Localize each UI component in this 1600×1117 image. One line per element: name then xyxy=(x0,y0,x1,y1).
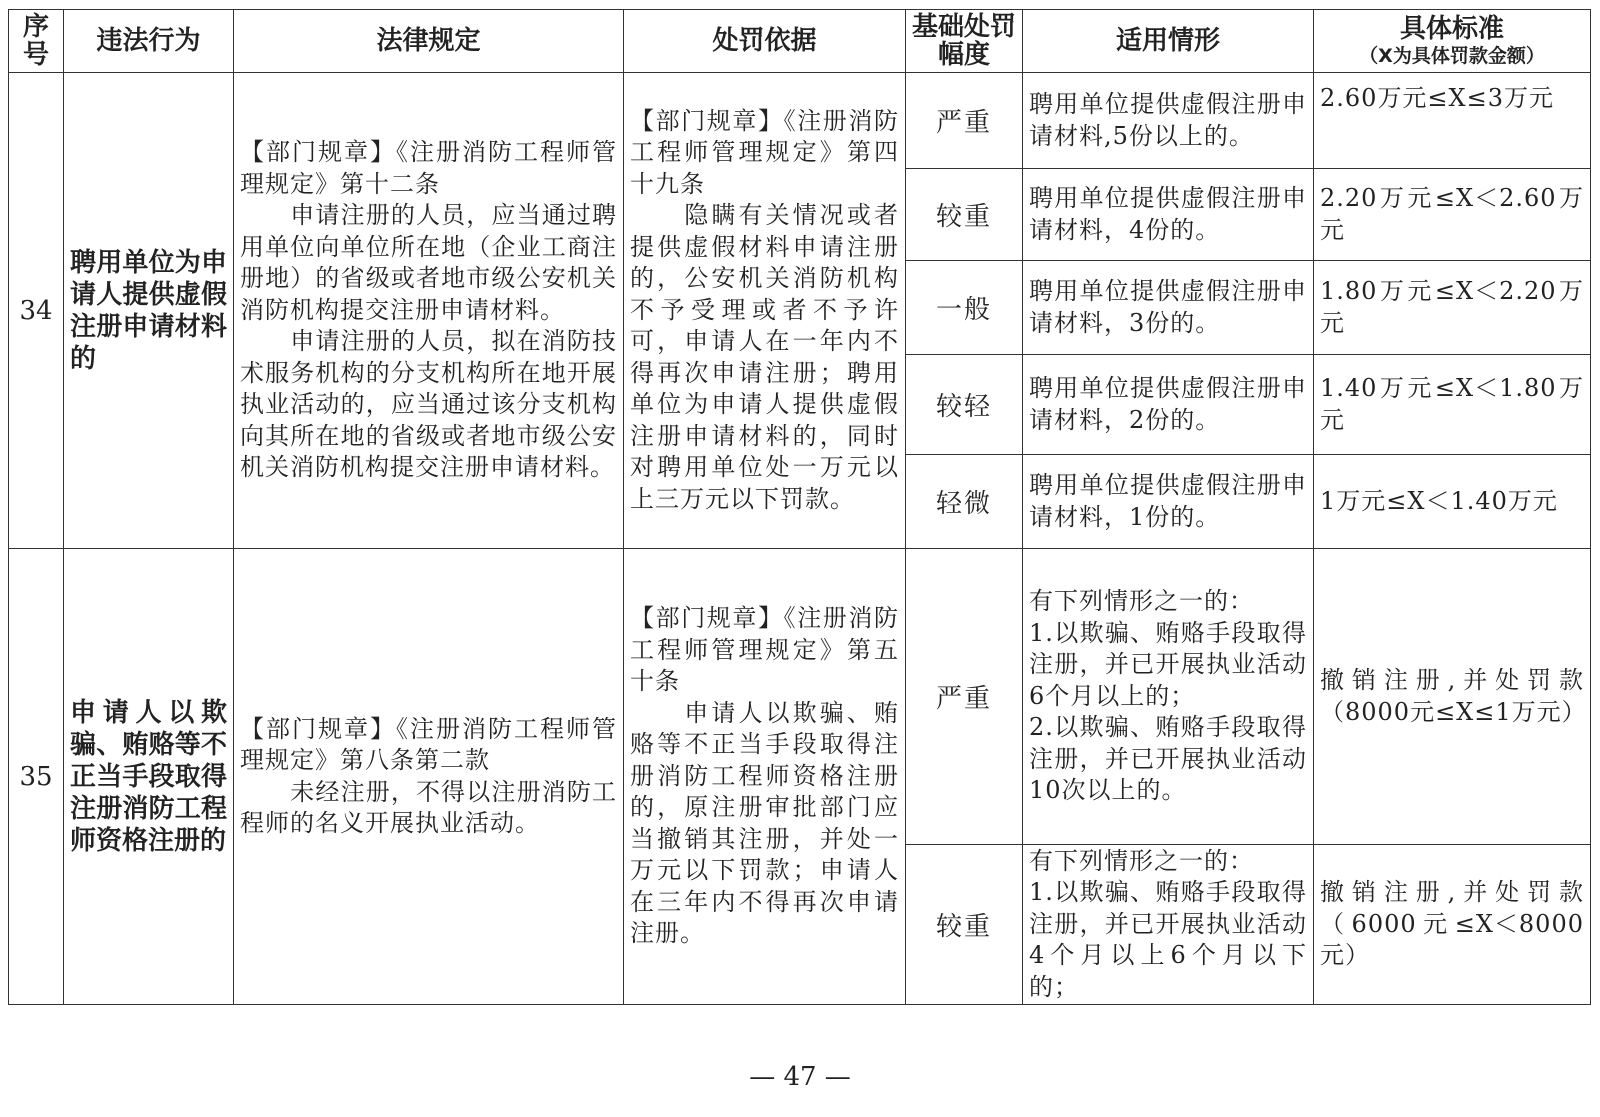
applicable-situation: 聘用单位提供虚假注册申请材料，3份的。 xyxy=(1023,261,1314,355)
applicable-situation: 有下列情形之一的： 1.以欺骗、贿赂手段取得注册，并已开展执业活动6个月以上的； 2.以欺骗、贿赂手段取得注册，并已开展执业活动10次以上的。 xyxy=(1023,549,1314,845)
specific-standard: 撤销注册,并处罚款（8000元≤X≤1万元） xyxy=(1314,549,1591,845)
specific-standard: 1万元≤X＜1.40万元 xyxy=(1314,455,1591,549)
row-seq: 34 xyxy=(9,73,64,549)
specific-standard: 撤销注册,并处罚款（6000元≤X＜8000元） xyxy=(1314,845,1591,1005)
header-situation: 适用情形 xyxy=(1023,10,1314,73)
header-basis: 处罚依据 xyxy=(624,10,906,73)
penalty-degree: 较重 xyxy=(906,845,1023,1005)
specific-standard: 1.80万元≤X＜2.20万元 xyxy=(1314,261,1591,355)
header-law: 法律规定 xyxy=(234,10,624,73)
row-seq: 35 xyxy=(9,549,64,1005)
penalty-standards-table xyxy=(8,9,1591,1005)
penalty-basis: 【部门规章】《注册消防工程师管理规定》第四十九条 隐瞒有关情况或者提供虚假材料申请注册的，公安机关消防机构不予受理或者不予许可，申请人在一年内不得再次申请注册；聘用单位为申请人提供虚假注册申请材料的，同时对聘用单位处一万元以上三万元以下罚款。 xyxy=(624,73,906,549)
table-row xyxy=(9,549,1591,845)
header-standard-title: 具体标准 xyxy=(1399,14,1504,44)
specific-standard: 2.20万元≤X＜2.60万元 xyxy=(1314,169,1591,261)
penalty-degree: 较重 xyxy=(906,169,1023,261)
table-row xyxy=(9,73,1591,169)
specific-standard: 1.40万元≤X＜1.80万元 xyxy=(1314,355,1591,455)
applicable-situation: 聘用单位提供虚假注册申请材料,5份以上的。 xyxy=(1023,73,1314,169)
legal-provision: 【部门规章】《注册消防工程师管理规定》第八条第二款 未经注册，不得以注册消防工程师的名义开展执业活动。 xyxy=(234,549,624,1005)
penalty-degree: 严重 xyxy=(906,549,1023,845)
violation-act: 申请人以欺骗、贿赂等不正当手段取得注册消防工程师资格注册的 xyxy=(64,549,234,1005)
specific-standard: 2.60万元≤X≤3万元 xyxy=(1314,73,1591,169)
header-row xyxy=(9,10,1591,73)
applicable-situation: 聘用单位提供虚假注册申请材料，2份的。 xyxy=(1023,355,1314,455)
penalty-degree: 严重 xyxy=(906,73,1023,169)
penalty-degree: 轻微 xyxy=(906,455,1023,549)
header-act: 违法行为 xyxy=(64,10,234,73)
applicable-situation: 聘用单位提供虚假注册申请材料，1份的。 xyxy=(1023,455,1314,549)
legal-provision: 【部门规章】《注册消防工程师管理规定》第十二条 申请注册的人员，应当通过聘用单位向单位所在地（企业工商注册地）的省级或者地市级公安机关消防机构提交注册申请材料。 申请注册的人员，拟在消防技术服务机构的分支机构所在地开展执业活动的，应当通过该分支机构向其所在地的省级或者地市级公安机关消防机构提交注册申请材料。 xyxy=(234,73,624,549)
penalty-degree: 较轻 xyxy=(906,355,1023,455)
penalty-basis: 【部门规章】《注册消防工程师管理规定》第五十条 申请人以欺骗、贿赂等不正当手段取得注册消防工程师资格注册的，原注册审批部门应当撤销其注册，并处一万元以下罚款；申请人在三年内不得再次申请注册。 xyxy=(624,549,906,1005)
page-number: — 47 — xyxy=(749,1062,851,1092)
applicable-situation: 聘用单位提供虚假注册申请材料，4份的。 xyxy=(1023,169,1314,261)
header-standard-note: （X为具体罚款金额） xyxy=(1359,45,1545,67)
applicable-situation: 有下列情形之一的： 1.以欺骗、贿赂手段取得注册，并已开展执业活动4个月以上6个月以下的； xyxy=(1023,845,1314,1005)
header-standard xyxy=(1314,10,1591,73)
violation-act: 聘用单位为申请人提供虚假注册申请材料的 xyxy=(64,73,234,549)
header-degree: 基础处罚幅度 xyxy=(906,10,1023,73)
penalty-degree: 一般 xyxy=(906,261,1023,355)
header-seq: 序号 xyxy=(9,10,64,73)
